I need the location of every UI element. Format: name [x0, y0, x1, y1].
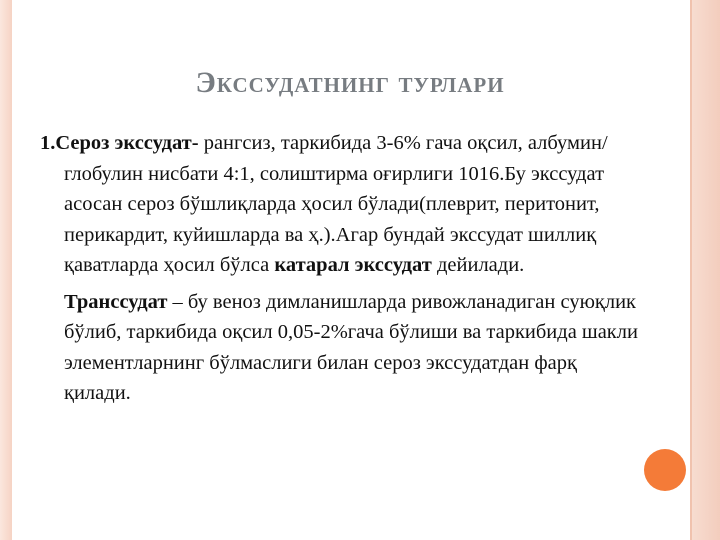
left-frame-border — [0, 0, 12, 540]
serous-exudate-ending: дейилади. — [431, 254, 525, 276]
slide-title: Экссудатнинг турлари — [195, 66, 505, 99]
item-number: 1. — [40, 132, 56, 154]
transudate-description: – бу веноз димланишларда ривожланадиган суюқлик бўлиб, таркибида оқсил 0,05-2%гача бўлиши ва таркибида шакли элементларнинг бўлмаслиги билан сероз экссудатдан фарқ қилади. — [64, 290, 638, 404]
paragraph-serous-exudate — [40, 128, 640, 281]
slide-body — [40, 128, 640, 409]
transudate-term: Транссудат — [64, 290, 168, 313]
paragraph-transudate — [40, 287, 640, 409]
catarrhal-exudate-term: катарал экссудат — [274, 254, 432, 276]
right-frame-border — [692, 0, 720, 540]
serous-exudate-term: Сероз экссудат- — [55, 132, 199, 154]
serous-exudate-description: рангсиз, таркибида 3-6% гача оқсил, албумин/глобулин нисбати 4:1, солиштирма оғирлиги 1016.Бу экссудат асосан сероз бўшлиқларда ҳосил бўлади(плеврит, перитонит, перикардит, куйишларда ва ҳ.).Агар бундай экссудат шиллиқ қаватларда ҳосил бўлса — [64, 132, 608, 276]
decorative-orange-circle — [644, 449, 686, 491]
